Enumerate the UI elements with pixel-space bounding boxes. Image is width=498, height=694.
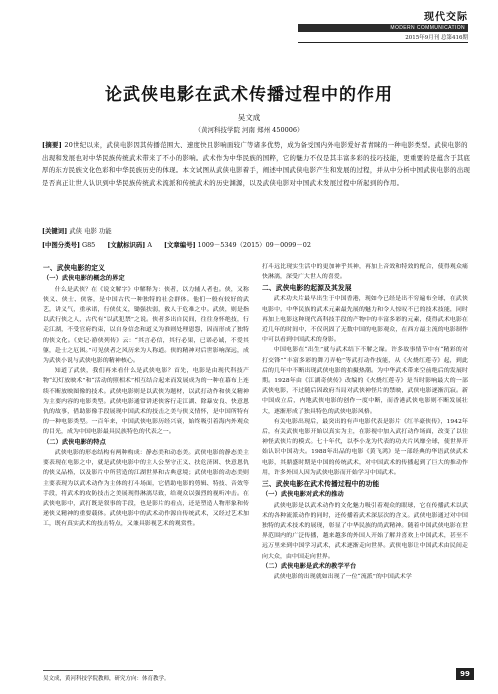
page-number: 99 bbox=[456, 668, 474, 680]
paragraph: 武侠电影的形态结构有两种构成：静态美和动态美。武侠电影的静态美主要表现在电影之中，就是武侠电影中的主人公坚守正义、扶危济困、快意恩仇的侠义品格，以及影片中所营造的江湖世界和古典意境；武侠电影的动态美则主要表现为以武术动作为主体的打斗场面，它借助电影的剪辑、特技、音效等手段，将武术的攻防技击之美展现得淋漓尽致，给观众以强烈的视听冲击。在武侠电影中，武打既是叙事的手段，也是影片的看点，还是塑造人物形象和传递侠义精神的重要载体。武侠电影中的武术动作源自传统武术，又经过艺术加工，既有真实武术的技击特点，又兼具影视艺术的观赏性。 bbox=[43, 450, 249, 528]
keywords bbox=[42, 226, 472, 235]
subsection-heading: （一）武侠电影对武术的推动 bbox=[262, 491, 344, 499]
doccode-value: A bbox=[147, 241, 152, 249]
paragraph: 什么是武侠？在《说文解字》中解释为：侠者，以力辅人者也。侠，又称侠义、侠士、侠客，是中国古代一种独特的社会群体。他们一般有较好的武艺，讲义气，重承诺，行侠仗义，锄强扶弱，救人于危难之中。武侠，则是指以武行侠之人，古代有“以武犯禁”之说。侠者多出自民间，往往身怀绝技，行走江湖，不受官府约束，以自身信念和道义为准则处理恩怨，因而形成了独特的侠文化。《史记·游侠列传》云：“其言必信，其行必果，已诺必诚，不爱其躯，赴士之厄困。”可见侠者之风历来为人称道。侠的精神对后世影响深远，成为武侠小说与武侠电影的精神核心。 bbox=[43, 286, 249, 364]
journal-english-name: MODERN COMMUNICATION bbox=[298, 24, 468, 32]
article-number-value: 1009－5349（2015）09－0099－02 bbox=[197, 241, 311, 249]
class-value: G85 bbox=[82, 241, 96, 249]
paragraph: 武侠电影是以武术动作的文化魅力吸引着观众的眼球，它在传播武术以武术的各种流派动作的同时，还传播着武术深层次的含义。武侠电影通过对中国独特的武术技术的展现，彰显了中华民族的尚武精神。随着中国武侠电影在世界范围内的广泛传播，越来越多的外国人开始了解并喜欢上中国武术，甚至不远万里来到中国学习武术，武术逐渐走向世界。武侠电影让中国武术由民间走向大众，由中国走向世界。 bbox=[262, 502, 468, 560]
subsection-heading: （二）武侠电影是武术的教学平台 bbox=[262, 562, 357, 570]
paragraph: 中国电影在“出生”就与武术结下不解之缘。许多故事情节中有“精彩的对打交锋”“丰富多彩的舞刀弄枪”等武打动作技能，从《火烧红莲寺》起，到此后的几年中不断出现武侠电影的拍摄热潮。为中华武术带来空前绝后的发展时期。1928年由《江湖奇侠传》改编的《火烧红莲寺》是当时影响最大的一部武侠电影，不过随后因政府当局对武侠神怪片的禁映，武侠电影逐渐沉寂。新中国成立后，内地武侠电影的创作一度中断，而香港武侠电影则不断发展壮大，逐渐形成了独具特色的武侠电影风格。 bbox=[262, 347, 468, 415]
author-footnote: 吴文成，黄河科技学院教师，研究方向：体育教学。 bbox=[43, 670, 153, 682]
subsection-heading: （二）武侠电影的特点 bbox=[43, 438, 106, 446]
journal-issue: 2015年9月刊 总第416期 bbox=[298, 33, 468, 43]
left-column bbox=[43, 262, 249, 530]
article-number-label: [文章编号] bbox=[164, 241, 196, 249]
paragraph: 知道了武侠，我们再来看什么是武侠电影？首先，电影是由现代科技产物“幻灯放映术”和“活动的照相术”相互结合起来而发展成为的一种在幕布上连续不断放映图像的技术。武侠电影则是以武侠为题材，以武打动作和侠义精神为主要内容的电影类型。武侠电影通常讲述侠客行走江湖、除暴安良、快意恩仇的故事，借助影像手段展现中国武术的技击之美与侠义情怀，是中国所特有的一种电影类型。一百年来，中国武侠电影历经兴衰，始终吸引着海内外观众的目光，成为中国电影最具民族特色的代表之一。 bbox=[43, 368, 249, 436]
classification-line bbox=[42, 240, 472, 249]
journal-name: 现代交际 bbox=[424, 12, 468, 23]
paragraph: 打斗远比现实生活中的更加神乎其神，再加上音效和特效的配合，使得观众痛快淋漓，深受广大世人的喜爱。 bbox=[262, 264, 468, 281]
author-affiliation: （黄河科技学院 河南 郑州 450006） bbox=[194, 126, 304, 134]
subsection-heading: （一）武侠电影的概念的界定 bbox=[43, 275, 125, 282]
keywords-label: [关键词] bbox=[42, 227, 68, 235]
keywords-text: 武侠 电影 功能 bbox=[69, 227, 112, 235]
section-heading: 三、武侠电影在武术传播过程中的功能 bbox=[262, 480, 380, 489]
abstract-text: 20世纪以来，武侠电影因其传播范围大、速度快且影响面较广等诸多优势，成为备受国内外电影爱好者青睐的一种电影类型。武侠电影的出现和发展也对中华民族传统武术带来了不小的影响。武术作为中华民族的国粹，它的魅力不仅是其丰富多彩的技巧技能，更重要的是蕴含于其底厚的东方民族文化色彩和中华民族历史的体现。本文试图从武侠电影着手，阐述中国武侠电影产生和发展的过程，并从中分析中国武侠电影的出现是否真正让世人认识到中华民族传统武术流派和传统武术的历史渊源，以及武侠电影对中国武术发展过程中所起到的作用。 bbox=[42, 141, 471, 187]
section-heading: 一、武侠电影的定义 bbox=[43, 264, 106, 272]
right-column bbox=[262, 262, 468, 582]
section-heading: 二、武侠电影的起源及其发展 bbox=[262, 284, 352, 293]
article-title: 论武侠电影在武术传播过程中的作用 bbox=[105, 85, 393, 105]
paragraph: 有关电影出现后，最突出的有声电影代表是影片《红羊豪侠传》，1942年后，有关武侠电影开始以真实为主，在影视中加入武打动作场面，改变了以往神怪武侠片的模式。七十年代，以李小龙为代表的功夫片风靡全球，使世界开始认识中国功夫。1988年出品的电影《黄飞鸿》是一部经典的华语武侠武术电影，其鼎盛时期是中国的传统武术，对中国武术的传播起到了巨大的推动作用，许多外国人因为武侠电影而开始学习中国武术。 bbox=[262, 418, 468, 476]
abstract-label: [摘要] bbox=[42, 141, 63, 149]
paragraph: 武侠电影的出现就如出现了一位“流派”的中国武术学 bbox=[273, 574, 412, 581]
doccode-label: [文献标识码] bbox=[107, 241, 146, 249]
article-author: 吴文成 bbox=[237, 113, 261, 122]
journal-header bbox=[298, 8, 468, 43]
paragraph: 武术功夫片最早出生于中国香港，现如今已经是出不穷遍布全球，在武侠电影中，中华民族的武术元素最先展的魅力和令人惊叹不已的技术技能，同时再加上电影这种现代高科技手段的产物中的丰富多彩的元素，使得武术电影在近几年的时间中，不仅巩固了无数中国的电影观众，在西方最主流的电影制作中可以看到中国武术的身影。 bbox=[262, 296, 468, 344]
class-label: [中图分类号] bbox=[42, 241, 81, 249]
abstract bbox=[42, 139, 472, 189]
